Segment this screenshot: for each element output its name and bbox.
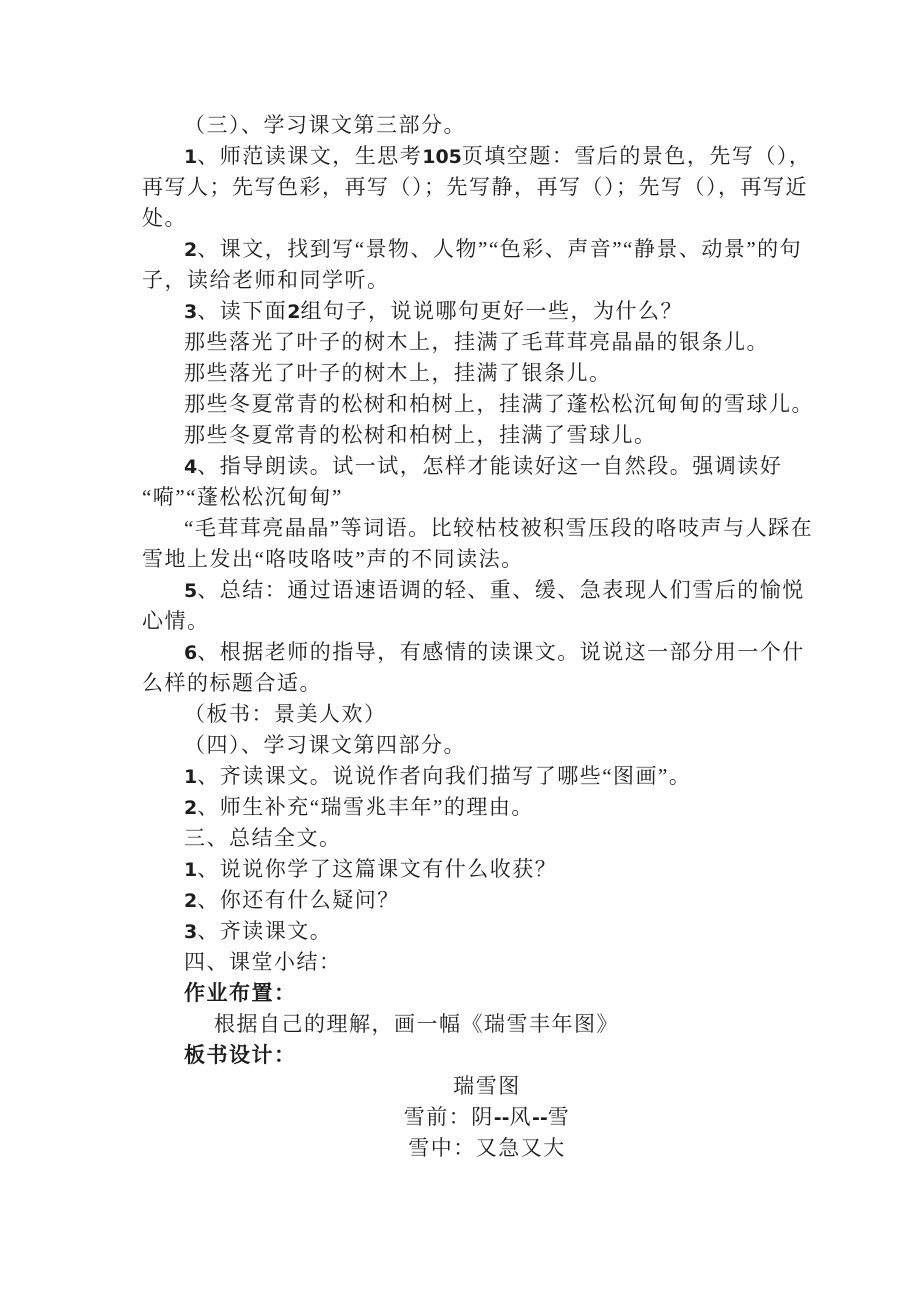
document-line: 再写人；先写色彩，再写（）；先写静，再写（）；先写（），再写近 <box>142 175 808 199</box>
document-line: 2、课文，找到写“景物、人物”“色彩、声音”“静景、动景”的句 <box>184 237 803 261</box>
document-line: 3、齐读课文。 <box>184 919 333 943</box>
document-line: 那些落光了叶子的树木上，挂满了毛茸茸亮晶晶的银条儿。 <box>184 330 769 354</box>
document-line: 2、你还有什么疑问？ <box>184 888 400 912</box>
document-line: 四、课堂小结： <box>184 950 342 974</box>
document-line: 根据自己的理解，画一幅《瑞雪丰年图》 <box>214 1012 619 1036</box>
document-line: 那些冬夏常青的松树和柏树上，挂满了雪球儿。 <box>184 423 657 447</box>
document-line: 板书设计： <box>184 1043 297 1067</box>
document-line: （三）、学习课文第三部分。 <box>184 113 466 137</box>
document-line: “嗬”“蓬松松沉甸甸” <box>142 485 343 509</box>
document-line: 那些落光了叶子的树木上，挂满了银条儿。 <box>184 361 612 385</box>
document-line: 子，读给老师和同学听。 <box>142 268 390 292</box>
document-line: 1、师范读课文，生思考105页填空题：雪后的景色，先写（）， <box>184 144 812 168</box>
document-line: “毛茸茸亮晶晶”等词语。比较枯枝被积雪压段的咯吱声与人踩在 <box>184 516 814 540</box>
document-line: 作业布置： <box>184 981 297 1005</box>
document-line: （板书：景美人欢） <box>184 702 387 726</box>
document-line: 6、根据老师的指导，有感情的读课文。说说这一部分用一个什 <box>184 640 805 664</box>
document-line: 雪前：阴--风--雪 <box>403 1105 571 1129</box>
document-line: 1、齐读课文。说说作者向我们描写了哪些“图画”。 <box>184 764 692 788</box>
document-content <box>142 110 832 1164</box>
document-line: 雪地上发出“咯吱咯吱”声的不同读法。 <box>142 547 524 571</box>
document-line: （四）、学习课文第四部分。 <box>184 733 466 757</box>
document-line: 心情。 <box>142 609 210 633</box>
document-line: 5、总结：通过语速语调的轻、重、缓、急表现人们雪后的愉悦 <box>184 578 805 602</box>
document-line: 瑞雪图 <box>453 1074 521 1098</box>
document-line: 处。 <box>142 206 187 230</box>
document-line: 雪中：又急又大 <box>408 1136 566 1160</box>
document-line: 2、师生补充“瑞雪兆丰年”的理由。 <box>184 795 534 819</box>
document-line: 三、总结全文。 <box>184 826 342 850</box>
document-line: 3、读下面2组句子，说说哪句更好一些，为什么？ <box>184 299 683 323</box>
document-line: 那些冬夏常青的松树和柏树上，挂满了蓬松松沉甸甸的雪球儿。 <box>184 392 814 416</box>
document-line: 4、指导朗读。试一试，怎样才能读好这一自然段。强调读好 <box>184 454 783 478</box>
document-line: 1、说说你学了这篇课文有什么收获？ <box>184 857 558 881</box>
document-line: 么样的标题合适。 <box>142 671 322 695</box>
